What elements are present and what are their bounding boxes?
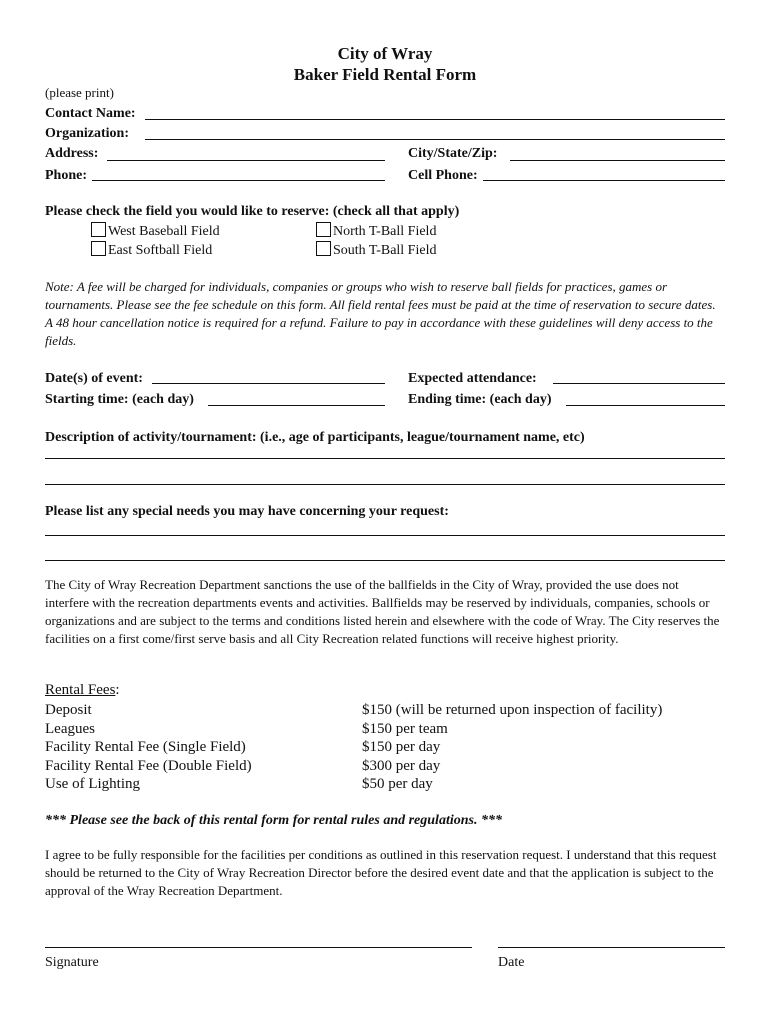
- field-option-west-baseball: [91, 222, 220, 240]
- special-needs-line-1[interactable]: [45, 535, 725, 536]
- cell-phone-field[interactable]: [483, 180, 725, 181]
- event-dates-label: Date(s) of event:: [45, 371, 143, 386]
- activity-description-line-1[interactable]: [45, 458, 725, 459]
- fee-note: Note: A fee will be charged for individuals, companies or groups who wish to reserve ball fields for practices, games or tournaments. Please see the fee schedule on this form. All field rental fees must be paid at the time of reservation to secure dates. A 48 hour cancellation notice is required for a refund. Failure to pay in accordance with these guidelines will deny access to the fields.: [45, 279, 716, 348]
- fee-name: Use of Lighting: [45, 776, 140, 792]
- city-state-zip-label: City/State/Zip:: [408, 146, 498, 161]
- special-needs-label: Please list any special needs you may have concerning your request:: [45, 504, 449, 519]
- cell-phone-label: Cell Phone:: [408, 168, 478, 183]
- fee-amount: $150 per day: [362, 739, 441, 755]
- agreement-paragraph: I agree to be fully responsible for the facilities per conditions as outlined in this reservation request. I understand that this request should be returned to the City of Wray Recreation Director before the desired event date and that the application is subject to the approval of the Wray Recreation Department.: [45, 847, 717, 898]
- activity-description-label: Description of activity/tournament: (i.e., age of participants, league/tournament name, etc): [45, 430, 585, 445]
- fee-name: Leagues: [45, 720, 95, 737]
- phone-label: Phone:: [45, 168, 87, 183]
- south-tball-label: South T-Ball Field: [333, 243, 437, 258]
- ending-time-field[interactable]: [566, 405, 725, 406]
- date-field[interactable]: [498, 947, 725, 948]
- expected-attendance-label: Expected attendance:: [408, 371, 537, 386]
- form-city-title: City of Wray: [337, 44, 433, 63]
- north-tball-label: North T-Ball Field: [333, 224, 437, 239]
- fee-amount: $300 per day: [362, 757, 441, 774]
- fee-amount: $150 per team: [362, 720, 448, 737]
- fee-name: Facility Rental Fee (Double Field): [45, 757, 252, 774]
- south-tball-checkbox[interactable]: [316, 241, 331, 256]
- fee-amount: $50 per day: [362, 776, 433, 792]
- address-field[interactable]: [107, 160, 385, 161]
- west-baseball-checkbox[interactable]: [91, 222, 106, 237]
- field-option-east-softball: [91, 241, 212, 259]
- east-softball-checkbox[interactable]: [91, 241, 106, 256]
- phone-field[interactable]: [92, 180, 385, 181]
- event-dates-field[interactable]: [152, 383, 385, 384]
- starting-time-field[interactable]: [208, 405, 385, 406]
- fee-amounts-list: [362, 701, 662, 794]
- address-label: Address:: [45, 146, 99, 161]
- contact-name-label: Contact Name:: [45, 106, 136, 121]
- special-needs-line-2[interactable]: [45, 560, 725, 561]
- fee-name: Deposit: [45, 702, 92, 718]
- field-option-south-tball: [316, 241, 436, 259]
- ending-time-label: Ending time: (each day): [408, 392, 552, 407]
- form-title: Baker Field Rental Form: [293, 65, 477, 84]
- signature-field[interactable]: [45, 947, 472, 948]
- signature-label: Signature: [45, 955, 99, 970]
- policy-paragraph: The City of Wray Recreation Department sanctions the use of the ballfields in the City of Wray, provided the use does not interfere with the recreation departments events and activities. Ballfields may be reserved by individuals, companies, schools or organizations and are subject to the terms and conditions listed herein and elsewhere with the code of Wray. The City reserves the facilities on a first come/first serve basis and all City Recreation related functions will receive highest priority.: [45, 577, 720, 646]
- east-softball-label: East Softball Field: [108, 243, 213, 258]
- rental-fees-heading-colon: :: [115, 682, 120, 698]
- fee-names-list: [45, 701, 252, 794]
- city-state-zip-field[interactable]: [510, 160, 725, 161]
- field-option-north-tball: [316, 222, 436, 240]
- contact-name-field[interactable]: [145, 119, 725, 120]
- expected-attendance-field[interactable]: [553, 383, 725, 384]
- fee-amount: $150 (will be returned upon inspection of facility): [362, 702, 663, 718]
- fee-name: Facility Rental Fee (Single Field): [45, 739, 246, 755]
- north-tball-checkbox[interactable]: [316, 222, 331, 237]
- back-of-form-notice: *** Please see the back of this rental form for rental rules and regulations. ***: [45, 813, 502, 828]
- field-selection-prompt: Please check the field you would like to reserve: (check all that apply): [45, 204, 460, 219]
- starting-time-label: Starting time: (each day): [45, 392, 194, 407]
- rental-fees-heading-text: Rental Fees: [45, 682, 116, 698]
- organization-label: Organization:: [45, 126, 129, 141]
- print-instruction: (please print): [45, 85, 114, 100]
- activity-description-line-2[interactable]: [45, 484, 725, 485]
- date-label: Date: [498, 955, 525, 970]
- west-baseball-label: West Baseball Field: [108, 224, 220, 239]
- organization-field[interactable]: [145, 139, 725, 140]
- rental-fees-heading: [45, 682, 120, 699]
